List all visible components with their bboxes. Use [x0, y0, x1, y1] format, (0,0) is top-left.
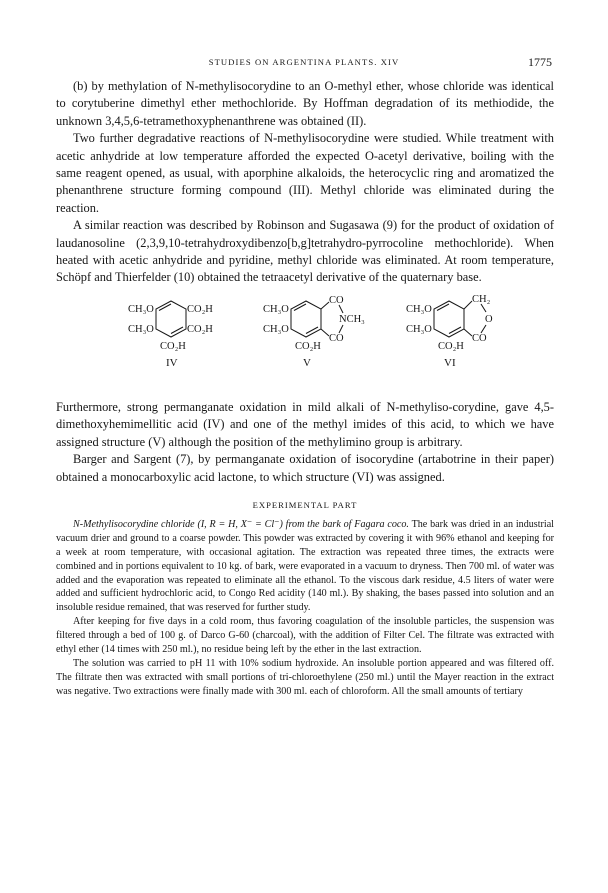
experimental-paragraph-1 — [56, 518, 554, 615]
section-title-experimental: EXPERIMENTAL PART — [252, 499, 358, 510]
structure-iv-group-bottom: CO₂H — [160, 340, 186, 352]
paragraph-permanganate: Furthermore, strong permanganate oxidation in mild alkali of N-methyliso-corydine, gave 4,5-dimethoxyhemimellitic acid (IV) and one of the methyl imides of this acid, to which we have assigned structure (V) although the position of the methylimino group is arbitrary. — [56, 399, 554, 449]
structure-v-ring-top: CO — [329, 294, 344, 306]
experimental-heading: N-Methylisocorydine chloride (I, R = H, X⁻ = Cl⁻) from the bark of Fagara coco. — [73, 518, 409, 530]
chemical-structures — [56, 293, 554, 395]
page-number: 1775 — [528, 55, 552, 69]
structure-v-ring-n: NCH₃ — [339, 313, 365, 325]
paragraph-barger: Barger and Sargent (7), by permanganate oxidation of isocorydine (artabotrine in their paper) obtained a monocarboxylic acid lactone, to which structure (VI) was assigned. — [56, 452, 554, 484]
paragraph-degradation: Two further degradative reactions of N-methylisocorydine were studied. While treatment with acetic anhydride at low temperature afforded the expected O-acetyl derivative, boiling with the same reagent opened, as usual, with aporphine alkaloids, the heterocyclic ring and aromatized the phenanthrene structure forming compound (III). Methyl chloride was eliminated during the reaction. — [56, 131, 554, 215]
structure-iv-diagram — [128, 293, 238, 393]
running-title: STUDIES ON ARGENTINA PLANTS. XIV — [208, 57, 400, 67]
structure-v-group-bottom-left: CH₃O — [263, 323, 289, 335]
structure-vi-diagram — [406, 293, 516, 393]
structure-iv — [128, 293, 238, 398]
structure-vi-group-top-left: CH₃O — [406, 303, 432, 315]
running-header — [56, 57, 552, 67]
paragraph-robinson: A similar reaction was described by Robinson and Sugasawa (9) for the product of oxidation of laudanosoline (2,3,9,10-tetrahydroxydibenzo[b,g]tetrahydro-pyrrocoline methochloride). When heated with acetic anhydride and pyridine, methyl chloride was eliminated. At room temperature, Schöpf and Thierfelder (10) obtained the tetraacetyl derivative of the quaternary base. — [56, 218, 554, 285]
structure-vi-label: VI — [444, 356, 456, 369]
structure-iv-group-top-right: CO₂H — [187, 303, 213, 315]
experimental-paragraph-2: After keeping for five days in a cold room, thus favoring coagulation of the insoluble particles, the suspension was filtered through a bed of 100 g. of Darco G-60 (charcoal), with the addition of Filter Cel. The filtrate was extracted with ethyl ether (14 times with 250 ml.), no residue being left by the ether in the last extraction. — [56, 616, 554, 656]
structure-vi-ring-bottom: CO — [472, 332, 487, 344]
structure-iv-group-bottom-right: CO₂H — [187, 323, 213, 335]
structure-iv-group-bottom-left: CH₃O — [128, 323, 154, 335]
structure-vi — [406, 293, 516, 398]
structure-v — [263, 293, 383, 398]
experimental-paragraph-3: The solution was carried to pH 11 with 10% sodium hydroxide. An insoluble portion appeared and was filtered off. The filtrate then was extracted with small portions of tri-chloroethylene (250 ml.) until the Mayer reaction in the extract was negative. Two extractions were finally made with 300 ml. each of chloroform. All the small amounts of tertiary — [56, 657, 554, 697]
structure-v-group-bottom: CO₂H — [295, 340, 321, 352]
paragraph-methylation: (b) by methylation of N-methylisocorydine to an O-methyl ether, whose chloride was identical to corytuberine dimethyl ether methochloride. By Hoffman degradation of its methiodide, the unknown 3,4,5,6-tetramethoxyphenanthrene was obtained (II). — [56, 79, 554, 128]
structure-v-ring-bottom: CO — [329, 332, 344, 344]
structure-iv-label: IV — [166, 356, 178, 369]
structure-iv-group-top-left: CH₃O — [128, 303, 154, 315]
structure-vi-ring-top: CH₂ — [472, 293, 491, 305]
structure-v-diagram — [263, 293, 383, 393]
structure-vi-group-bottom: CO₂H — [438, 340, 464, 352]
structure-v-label: V — [303, 356, 311, 369]
experimental-paragraph-1-text: The bark was dried in an industrial vacuum drier and ground to a coarse powder. This powder was extracted by covering it with 96% ethanol and keeping for a week at room temperature, with occasional agitation. The extraction was repeated three times, the extracts were combined and in portions equivalent to 10 kg. of bark, were evaporated in a vacuum to dryness. Then 700 ml. of water was added and the evaporation was repeated to eliminate all the ethanol. To the viscous dark residue, 4.5 liters of water were added and sufficient hydrochloric acid, to Congo Red acidity (140 ml.). By shaking, the bases passed into solution and an insoluble residue remained, that was reserved for further study. — [56, 518, 554, 614]
structure-vi-ring-o: O — [485, 313, 493, 325]
structure-v-group-top-left: CH₃O — [263, 303, 289, 315]
article-body — [56, 78, 554, 699]
structure-vi-group-bottom-left: CH₃O — [406, 323, 432, 335]
